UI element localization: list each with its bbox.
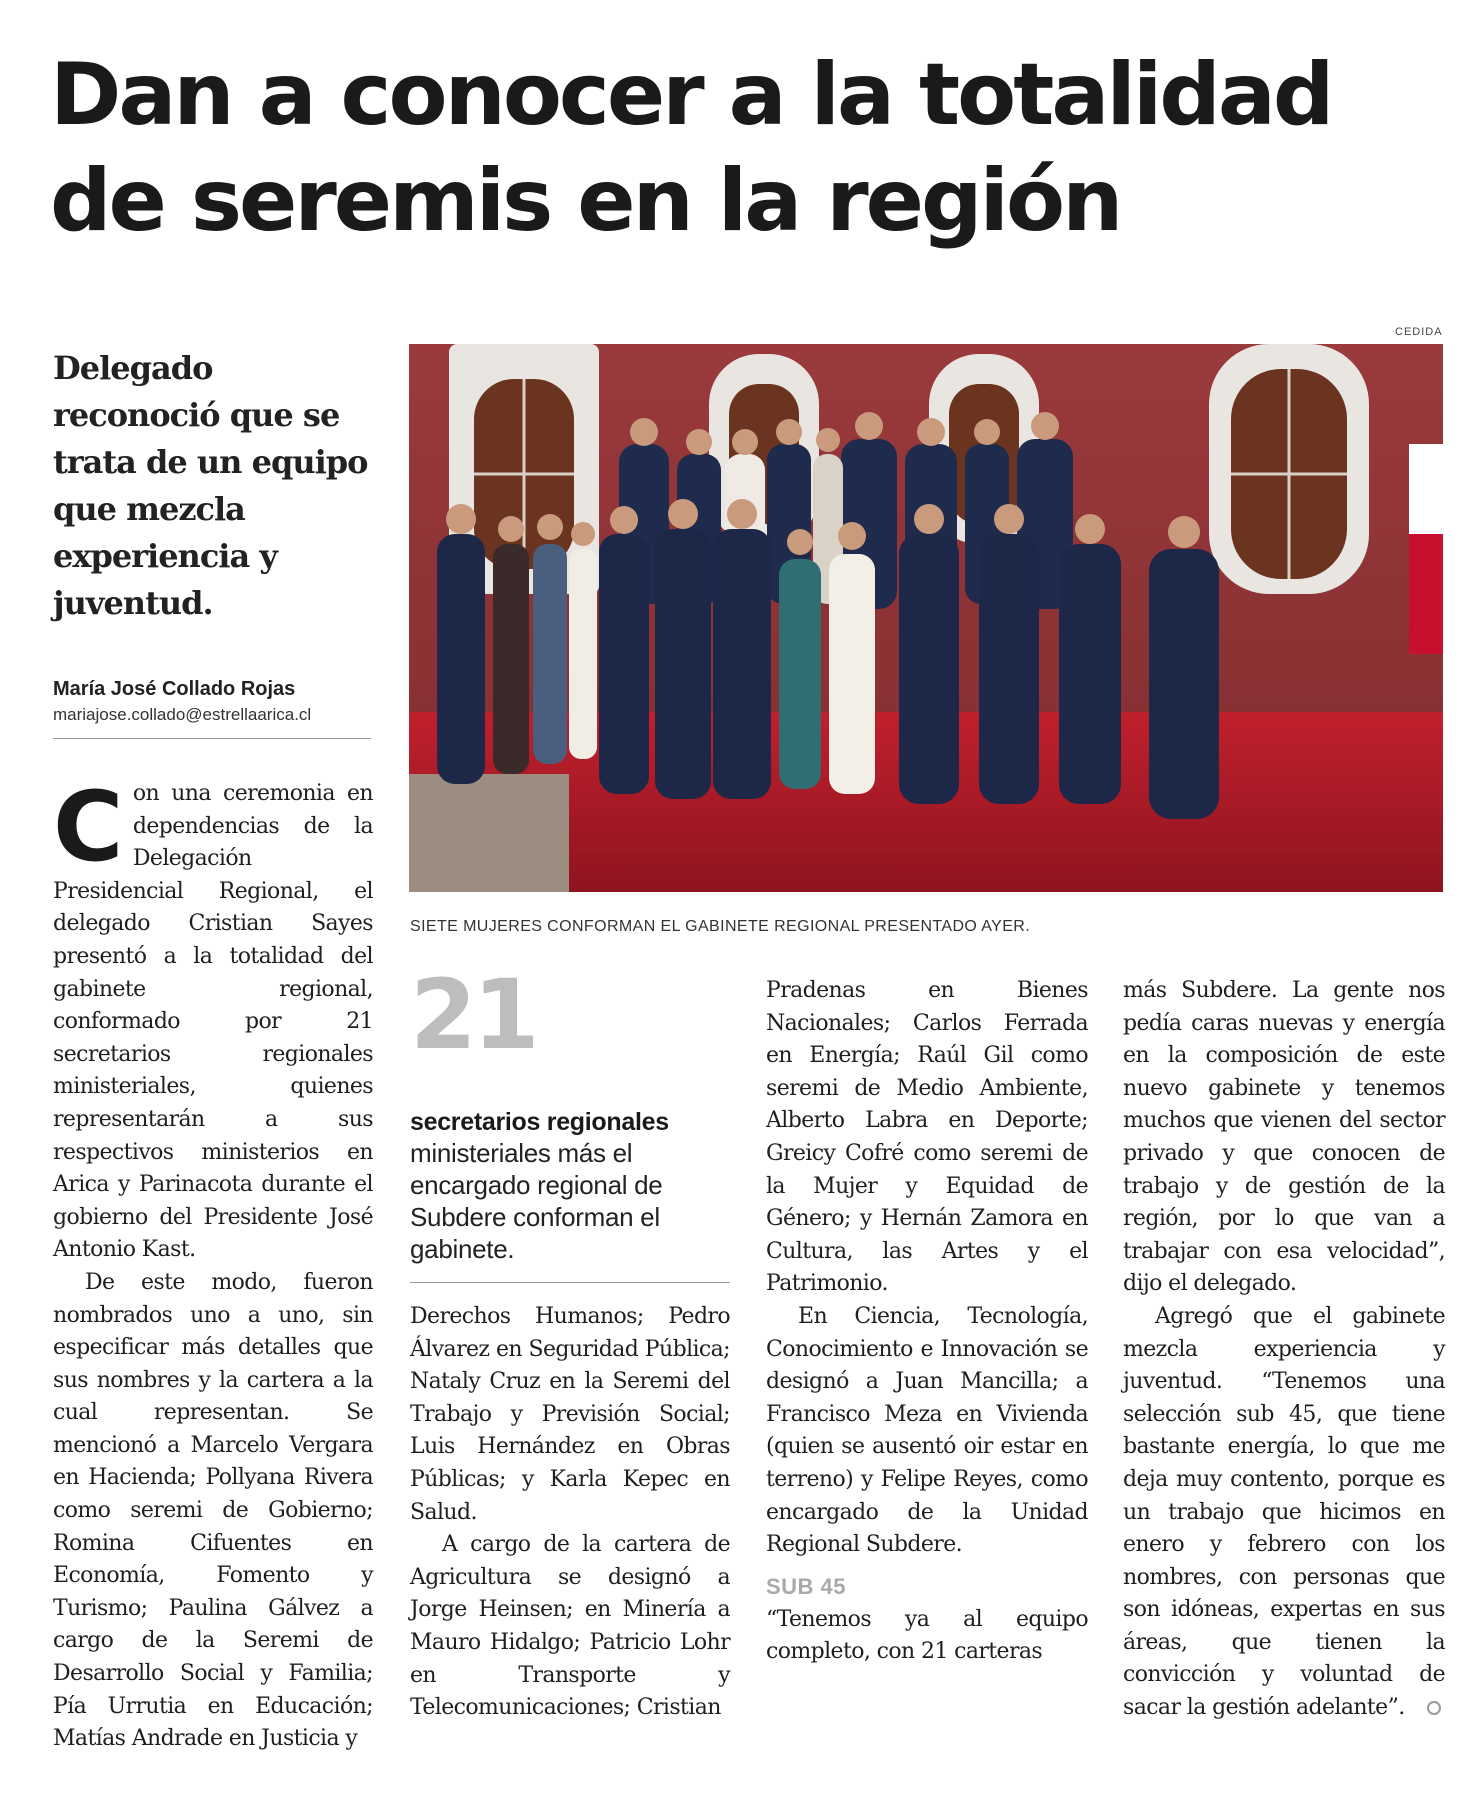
photo-credit: CEDIDA — [1395, 326, 1443, 338]
paragraph-2-part-2: Derechos Humanos; Pedro Álvarez en Seguridad Pública; Nataly Cruz en la Seremi del Trabajo y Previsión Social; Luis Hernández en Obras Públicas; y Karla Kepec en Salud. — [410, 1304, 730, 1525]
paragraph-4: En Ciencia, Tecnología, Conocimiento e Innovación se designó a Juan Mancilla; a Francisco Meza en Vivienda (quien se ausentó oir estar en terreno) y Felipe Reyes, como encargado de la Unidad Regional Subdere. — [766, 1303, 1088, 1558]
paragraph-1-text: on una ceremonia en dependencias de la Delegación Presidencial Regional, el delegado Cristian Sayes presentó a la totalidad del gabinete regional, conformado por 21 secretarios regionales ministeriales, quienes representarán a sus respectivos ministerios en Arica y Parinacota durante el gobierno del Presidente José Antonio Kast. — [53, 781, 373, 1263]
headline-line-2: de seremis en la región — [50, 151, 1121, 251]
paragraph-3-part-2: Pradenas en Bienes Nacionales; Carlos Ferrada en Energía; Raúl Gil como seremi de Medio Ambiente, Alberto Labra en Deporte; Greicy Cofré como seremi de la Mujer y Equidad de Género; y Hernán Zamora en Cultura, las Artes y el Patrimonio. — [766, 978, 1088, 1297]
article-column-4 — [1123, 975, 1445, 1725]
paragraph-6 — [1123, 1301, 1445, 1725]
paragraph-1 — [53, 771, 373, 1267]
byline-author: María José Collado Rojas — [53, 678, 296, 700]
paragraph-5-part-1: “Tenemos ya al equipo completo, con 21 carteras — [766, 1606, 1088, 1665]
article-column-3 — [766, 975, 1088, 1669]
headline-line-1: Dan a conocer a la totalidad — [50, 45, 1332, 145]
highlight-text: ministeriales más el encargado regional de Subdere conforman el gabinete. — [410, 1138, 663, 1264]
photo-caption: SIETE MUJERES CONFORMAN EL GABINETE REGIONAL PRESENTADO AYER. — [410, 918, 1031, 935]
section-subheading: SUB 45 — [766, 1573, 847, 1599]
highlight-lead: secretarios regionales — [410, 1108, 669, 1136]
group-photo — [409, 344, 1443, 892]
subhead: Delegado reconoció que se trata de un equipo que mezcla experiencia y juventud. — [53, 349, 368, 622]
article-column-1 — [53, 771, 373, 1756]
byline-email: mariajose.collado@estrellaarica.cl — [53, 705, 312, 724]
headline — [50, 42, 1440, 254]
highlight-number: 21 — [410, 959, 536, 1071]
paragraph-2-part-1: De este modo, fueron nombrados uno a uno, sin especificar más detalles que sus nombres y la cartera a la cual representan. Se mencionó a Marcelo Vergara en Hacienda; Pollyana Rivera como seremi de Gobierno; Romina Cifuentes en Economía, Fomento y Turismo; Paulina Gálvez a cargo de la Seremi de Desarrollo Social y Familia; Pía Urrutia en Educación; Matías Andrade en Justicia y — [53, 1269, 373, 1752]
byline-divider — [53, 738, 371, 739]
end-of-article-icon — [1427, 1701, 1441, 1715]
drop-cap: C — [53, 771, 123, 883]
paragraph-6-text: Agregó que el gabinete mezcla experiencia y juventud. “Tenemos una selección sub 45, que tiene bastante energía, lo que me deja muy contento, porque es un trabajo que hicimos en enero y febrero con los nombres, con personas que son idóneas, expertas en sus áreas, que tienen la convicción y voluntad de sacar la gestión adelante”. — [1123, 1303, 1445, 1721]
paragraph-5-part-2: más Subdere. La gente nos pedía caras nuevas y energía en la composición de este nuevo gabinete y tenemos muchos que vienen del sector privado y que conocen de trabajo y de gestión de la región, por lo que van a trabajar con esa velocidad”, dijo el delegado. — [1123, 978, 1445, 1297]
highlight-divider — [410, 1282, 730, 1283]
article-column-2 — [410, 1301, 730, 1725]
paragraph-3-part-1: A cargo de la cartera de Agricultura se designó a Jorge Heinsen; en Minería a Mauro Hidalgo; Patricio Lohr en Transporte y Telecomunicaciones; Cristian — [410, 1532, 730, 1721]
